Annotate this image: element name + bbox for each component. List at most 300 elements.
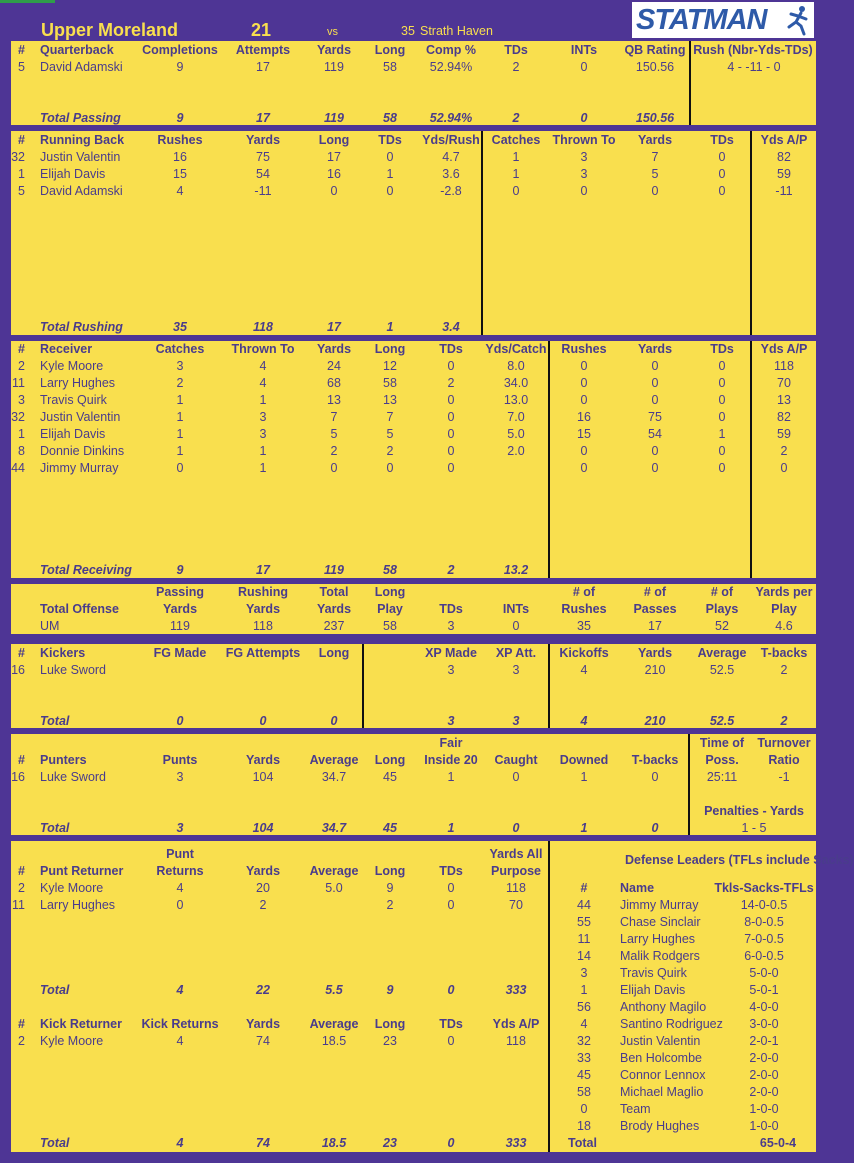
receiving-row: 3 — [259, 427, 267, 441]
defense-row: Jimmy Murray — [620, 898, 699, 912]
defense-header: Tkls-Sacks-TFLs — [714, 881, 814, 895]
defense-row: 14 — [577, 949, 591, 963]
kicking-total: 52.5 — [709, 714, 735, 728]
rushing-row: 4.7 — [442, 150, 460, 164]
offense-header: Rushes — [561, 602, 607, 616]
receiving-row: 1 — [259, 393, 267, 407]
defense-row: 58 — [577, 1085, 591, 1099]
rushing-header: Rushes — [157, 133, 203, 147]
passing-header: Long — [374, 43, 406, 57]
receiving-row: 32 — [11, 410, 25, 424]
punting-header: Fair — [439, 736, 463, 750]
punt-returns-total: 4 — [176, 983, 184, 997]
receiving-row: Justin Valentin — [40, 410, 121, 424]
receiving-header: Rushes — [561, 342, 607, 356]
receiving-row: 0 — [176, 461, 184, 475]
punt-returns-row: 20 — [256, 881, 270, 895]
rushing-row: 0 — [718, 167, 726, 181]
receiving-row: 13 — [327, 393, 341, 407]
kicking-row: 16 — [11, 663, 25, 677]
receiving-row: Travis Quirk — [40, 393, 107, 407]
passing-row: 150.56 — [635, 60, 675, 74]
receiving-header: TDs — [710, 342, 734, 356]
passing-total: 150.56 — [635, 111, 675, 125]
punting-total: 1 — [580, 821, 588, 835]
defense-row: 6-0-0.5 — [744, 949, 784, 963]
defense-row: 5-0-1 — [749, 983, 779, 997]
rushing-row: 3.6 — [442, 167, 460, 181]
receiving-total: 119 — [324, 563, 344, 577]
punting-total: 0 — [512, 821, 520, 835]
kick-returns-row: 118 — [506, 1034, 526, 1048]
rushing-row: 7 — [651, 150, 659, 164]
kick-returns-header: Long — [374, 1017, 406, 1031]
defense-row: 2-0-1 — [749, 1034, 779, 1048]
passing-total: 58 — [383, 111, 397, 125]
kicking-header: XP Att. — [495, 646, 537, 660]
kicking-total: 3 — [512, 714, 520, 728]
punt-returns-row: 0 — [176, 898, 184, 912]
punt-returns-row: 2 — [259, 898, 267, 912]
punt-returns-total: 9 — [386, 983, 394, 997]
punting-row: 16 — [11, 770, 25, 784]
defense-row: Elijah Davis — [620, 983, 686, 997]
receiving-row: 0 — [580, 444, 588, 458]
receiving-row: 5 — [330, 427, 338, 441]
kicking-total: 2 — [780, 714, 788, 728]
receiving-total: 2 — [447, 563, 455, 577]
receiving-row: 0 — [330, 461, 338, 475]
offense-header: Yards — [316, 602, 352, 616]
kicking-header: # — [18, 646, 25, 660]
qb-rush-value: 4 - -11 - 0 — [727, 60, 781, 74]
receiving-row: 2 — [780, 444, 788, 458]
defense-row: Chase Sinclair — [620, 915, 701, 929]
time-of-possession-header: Time of — [699, 736, 745, 750]
kicking-row: 52.5 — [709, 663, 735, 677]
passing-row: 17 — [256, 60, 270, 74]
rushing-header: Long — [318, 133, 350, 147]
receiving-row: 13 — [777, 393, 791, 407]
punt-returns-row: 2 — [18, 881, 25, 895]
punting-total: 45 — [383, 821, 397, 835]
receiving-row: 3 — [259, 410, 267, 424]
vs-label: vs — [327, 26, 338, 38]
passing-total: 0 — [580, 111, 588, 125]
defense-row: 1-0-0 — [749, 1102, 779, 1116]
receiving-row: 0 — [718, 444, 726, 458]
receiving-total: 13.2 — [503, 563, 529, 577]
punting-total: 34.7 — [321, 821, 347, 835]
offense-header: Rushing — [238, 585, 288, 599]
passing-header: # — [18, 43, 25, 57]
rushing-row: 17 — [327, 150, 341, 164]
receiving-row: 0 — [447, 410, 455, 424]
receiving-row: 2 — [18, 359, 25, 373]
receiving-row: 54 — [648, 427, 662, 441]
receiving-row: 2 — [447, 376, 455, 390]
receiving-row: 0 — [580, 393, 588, 407]
time-of-possession-header: Poss. — [705, 753, 739, 767]
receiving-row: 0 — [580, 461, 588, 475]
offense-values: 52 — [715, 619, 729, 633]
punting-row: 0 — [651, 770, 659, 784]
receiving-row: 44 — [11, 461, 25, 475]
receiving-row: 0 — [718, 410, 726, 424]
defense-row: Justin Valentin — [620, 1034, 701, 1048]
defense-row: Larry Hughes — [620, 932, 696, 946]
time-of-possession-value: 25:11 — [706, 770, 738, 784]
punting-total: 0 — [651, 821, 659, 835]
punt-returns-row: 70 — [509, 898, 523, 912]
passing-row: 58 — [383, 60, 397, 74]
opponent-name: Strath Haven — [420, 24, 493, 38]
passing-header: INTs — [570, 43, 598, 57]
rushing-row: 5 — [18, 184, 25, 198]
receiving-row: 0 — [651, 393, 659, 407]
defense-row: 44 — [577, 898, 591, 912]
defense-row: Brody Hughes — [620, 1119, 700, 1133]
rushing-row: 0 — [718, 184, 726, 198]
kick-returns-row: 2 — [18, 1034, 25, 1048]
punting-row: Luke Sword — [40, 770, 107, 784]
kicking-total: 4 — [580, 714, 588, 728]
kick-returns-row: 0 — [447, 1034, 455, 1048]
receiving-header: Thrown To — [231, 342, 295, 356]
kicking-row: 210 — [644, 663, 666, 677]
offense-header: # of — [710, 585, 734, 599]
rushing-row: 0 — [512, 184, 520, 198]
offense-header: INTs — [502, 602, 530, 616]
rushing-header: Running Back — [40, 133, 125, 147]
receiving-row: Kyle Moore — [40, 359, 104, 373]
defense-row: 55 — [577, 915, 591, 929]
receiving-row: 12 — [383, 359, 397, 373]
defense-row: 4-0-0 — [749, 1000, 779, 1014]
kick-returns-total: 333 — [505, 1136, 527, 1150]
rushing-row: 54 — [256, 167, 270, 181]
offense-values: 4.6 — [775, 619, 793, 633]
rushing-total: 3.4 — [442, 320, 460, 334]
rushing-row: Elijah Davis — [40, 167, 106, 181]
kick-returns-header: Average — [309, 1017, 359, 1031]
passing-header: Yards — [316, 43, 352, 57]
receiving-total: 9 — [176, 563, 184, 577]
rushing-header: Yards — [245, 133, 281, 147]
kick-returns-total: 0 — [447, 1136, 455, 1150]
punt-returns-total: 22 — [256, 983, 270, 997]
punting-header: Average — [309, 753, 359, 767]
rushing-row: -11 — [775, 184, 793, 198]
punting-row: 1 — [580, 770, 588, 784]
rushing-row: 0 — [580, 184, 588, 198]
rushing-row: 4 — [176, 184, 184, 198]
punting-row: 0 — [512, 770, 520, 784]
offense-header: Yards — [162, 602, 198, 616]
receiving-row: 5 — [386, 427, 394, 441]
offense-team: UM — [40, 619, 60, 633]
rushing-row: 0 — [386, 184, 394, 198]
kicking-header: FG Made — [153, 646, 207, 660]
rushing-row: 0 — [386, 150, 394, 164]
receiving-row: 8.0 — [507, 359, 525, 373]
kicking-total: Total — [40, 714, 70, 728]
defense-row: Malik Rodgers — [620, 949, 700, 963]
passing-header: QB Rating — [624, 43, 686, 57]
receiving-row: 2 — [176, 376, 184, 390]
kicking-header: Long — [318, 646, 350, 660]
kicking-total: 3 — [447, 714, 455, 728]
passing-total: 9 — [176, 111, 184, 125]
passing-row: 119 — [324, 60, 344, 74]
team-score: 21 — [251, 20, 272, 40]
passing-row: 0 — [580, 60, 588, 74]
kick-returns-header: Yards — [245, 1017, 281, 1031]
offense-values: 58 — [383, 619, 397, 633]
punting-total: 3 — [176, 821, 184, 835]
rushing-row: 16 — [173, 150, 187, 164]
receiving-row: 0 — [447, 444, 455, 458]
passing-header: TDs — [504, 43, 528, 57]
offense-values: 119 — [170, 619, 190, 633]
receiving-row: 24 — [327, 359, 341, 373]
receiving-row: 1 — [176, 444, 184, 458]
rushing-row: 0 — [330, 184, 338, 198]
receiving-row: 15 — [577, 427, 591, 441]
rushing-row: 0 — [718, 150, 726, 164]
opponent-score: 35 — [401, 24, 415, 38]
kicking-row: 3 — [512, 663, 520, 677]
punt-returns-header: Punt — [166, 847, 194, 861]
defense-row: 3 — [580, 966, 588, 980]
punting-row: 34.7 — [321, 770, 347, 784]
receiving-row: 1 — [176, 410, 184, 424]
receiving-total: Total Receiving — [40, 563, 132, 577]
punting-total: Total — [40, 821, 70, 835]
rushing-row: -2.8 — [440, 184, 462, 198]
punting-header: T-backs — [631, 753, 679, 767]
rushing-header: Thrown To — [552, 133, 616, 147]
punting-total: 104 — [252, 821, 274, 835]
punt-returns-row: 0 — [447, 881, 455, 895]
defense-row: 14-0-0.5 — [740, 898, 788, 912]
punting-header: Long — [374, 753, 406, 767]
receiving-row: 13.0 — [503, 393, 529, 407]
rushing-row: 1 — [512, 150, 520, 164]
defense-total-value: 65-0-4 — [759, 1136, 797, 1150]
receiving-row: 0 — [780, 461, 788, 475]
receiving-row: 1 — [718, 427, 726, 441]
team-name: Upper Moreland — [41, 20, 179, 40]
offense-values: 35 — [577, 619, 591, 633]
punt-returns-total: 333 — [505, 983, 527, 997]
rushing-row: 1 — [18, 167, 25, 181]
defense-header: # — [580, 881, 588, 895]
offense-header: Play — [771, 602, 797, 616]
rushing-row: 3 — [580, 167, 588, 181]
defense-row: 8-0-0.5 — [744, 915, 784, 929]
receiving-row: 4 — [259, 359, 267, 373]
rushing-row: 16 — [327, 167, 341, 181]
offense-header: Total — [319, 585, 349, 599]
receiving-header: # — [18, 342, 25, 356]
defense-row: 33 — [577, 1051, 591, 1065]
rushing-header: Yds/Rush — [422, 133, 480, 147]
defense-row: Ben Holcombe — [620, 1051, 702, 1065]
passing-total: Total Passing — [40, 111, 121, 125]
defense-row: 1-0-0 — [749, 1119, 779, 1133]
punt-returns-row: 11 — [12, 898, 25, 912]
rushing-total: 118 — [253, 320, 273, 334]
receiving-row: 0 — [651, 376, 659, 390]
receiving-row: Elijah Davis — [40, 427, 106, 441]
punt-returns-row: 5.0 — [325, 881, 343, 895]
passing-total: 17 — [256, 111, 270, 125]
receiving-row: 2 — [386, 444, 394, 458]
punt-returns-header: Yards — [245, 864, 281, 878]
defense-row: 0 — [580, 1102, 588, 1116]
receiving-row: 2 — [330, 444, 338, 458]
offense-values: 3 — [447, 619, 455, 633]
defense-row: Anthony Magilo — [620, 1000, 707, 1014]
punt-returns-header: Yards All — [489, 847, 543, 861]
kick-returns-header: TDs — [439, 1017, 463, 1031]
passing-row: 2 — [512, 60, 520, 74]
defense-row: Connor Lennox — [620, 1068, 706, 1082]
offense-header: # of — [572, 585, 596, 599]
offense-header: Long — [374, 585, 406, 599]
punting-row: 45 — [383, 770, 397, 784]
kicking-header: Kickoffs — [559, 646, 609, 660]
offense-header: Yards — [245, 602, 281, 616]
receiving-row: 0 — [447, 359, 455, 373]
rushing-row: 15 — [173, 167, 187, 181]
receiving-header: TDs — [439, 342, 463, 356]
offense-header: Passing — [156, 585, 204, 599]
receiving-row: Larry Hughes — [40, 376, 116, 390]
receiving-row: 59 — [777, 427, 791, 441]
kicking-total: 0 — [330, 714, 338, 728]
punt-returns-header: Purpose — [490, 864, 541, 878]
kicking-total: 0 — [176, 714, 184, 728]
receiving-row: 1 — [176, 427, 184, 441]
punt-returns-header: Average — [309, 864, 359, 878]
receiving-row: 16 — [577, 410, 591, 424]
rushing-row: Justin Valentin — [40, 150, 121, 164]
receiving-row: 7 — [330, 410, 338, 424]
receiving-row: 118 — [774, 359, 794, 373]
passing-row: 52.94% — [429, 60, 473, 74]
kick-returns-row: 18.5 — [321, 1034, 347, 1048]
receiving-header: Yds/Catch — [485, 342, 547, 356]
passing-header: Completions — [142, 43, 218, 57]
defense-row: 5-0-0 — [749, 966, 779, 980]
rushing-row: 82 — [777, 150, 791, 164]
runner-icon — [784, 5, 812, 35]
kicking-header: Kickers — [40, 646, 86, 660]
passing-row: 9 — [176, 60, 184, 74]
rushing-header: Catches — [491, 133, 541, 147]
rushing-row: 0 — [651, 184, 659, 198]
kick-returns-total: 23 — [383, 1136, 397, 1150]
rushing-row: 1 — [512, 167, 520, 181]
receiving-total: 58 — [383, 563, 397, 577]
receiving-row: 0 — [580, 376, 588, 390]
passing-total: 52.94% — [429, 111, 473, 125]
rushing-total: 1 — [386, 320, 394, 334]
kick-returns-total: Total — [40, 1136, 70, 1150]
kicking-header: FG Attempts — [225, 646, 301, 660]
punting-header: Caught — [494, 753, 538, 767]
receiving-row: 3 — [18, 393, 25, 407]
receiving-header: Long — [374, 342, 406, 356]
kick-returns-row: 74 — [256, 1034, 270, 1048]
defense-row: 11 — [577, 932, 591, 946]
rushing-row: 75 — [256, 150, 270, 164]
kicking-row: Luke Sword — [40, 663, 107, 677]
receiving-row: 0 — [651, 359, 659, 373]
punting-header: Yards — [245, 753, 281, 767]
header-bar — [0, 0, 823, 40]
rushing-row: 3 — [580, 150, 588, 164]
defense-row: 32 — [577, 1034, 591, 1048]
turnover-ratio-header: Turnover — [757, 736, 811, 750]
receiving-header: Yds A/P — [760, 342, 808, 356]
passing-row: David Adamski — [40, 60, 123, 74]
turnover-ratio-value: -1 — [778, 770, 790, 784]
receiving-header: Yards — [637, 342, 673, 356]
kicking-row: 2 — [780, 663, 788, 677]
kick-returns-row: Kyle Moore — [40, 1034, 104, 1048]
receiving-row: 1 — [259, 461, 267, 475]
defense-row: 2-0-0 — [749, 1068, 779, 1082]
kicking-total: 0 — [259, 714, 267, 728]
passing-row: 5 — [18, 60, 25, 74]
defense-row: 2-0-0 — [749, 1085, 779, 1099]
qb-rush-header: Rush (Nbr-Yds-TDs) — [693, 43, 813, 57]
punt-returns-row: 118 — [506, 881, 526, 895]
rushing-header: Yards — [637, 133, 673, 147]
kicking-header: XP Made — [425, 646, 477, 660]
passing-header: Attempts — [235, 43, 291, 57]
offense-label: Total Offense — [40, 602, 119, 616]
defense-row: 45 — [577, 1068, 591, 1082]
defense-total-label: Total — [568, 1136, 597, 1150]
receiving-row: 68 — [327, 376, 341, 390]
receiving-total: 17 — [256, 563, 270, 577]
kicking-total: 210 — [644, 714, 666, 728]
offense-header: Play — [377, 602, 403, 616]
receiving-row: 1 — [176, 393, 184, 407]
receiving-row: 5.0 — [507, 427, 525, 441]
rushing-row: David Adamski — [40, 184, 123, 198]
offense-values: 17 — [648, 619, 662, 633]
punt-returns-header: TDs — [439, 864, 463, 878]
punt-returns-row: 2 — [386, 898, 394, 912]
receiving-row: 4 — [259, 376, 267, 390]
receiving-row: 13 — [383, 393, 397, 407]
kick-returns-row: 23 — [383, 1034, 397, 1048]
receiving-row: 0 — [447, 427, 455, 441]
rushing-total: 17 — [327, 320, 341, 334]
rushing-header: TDs — [710, 133, 734, 147]
rushing-row: 5 — [651, 167, 659, 181]
punting-header: Inside 20 — [424, 753, 478, 767]
defense-row: Team — [620, 1102, 651, 1116]
kick-returns-total: 74 — [256, 1136, 270, 1150]
offense-header: Yards per — [755, 585, 813, 599]
receiving-row: 3 — [176, 359, 184, 373]
